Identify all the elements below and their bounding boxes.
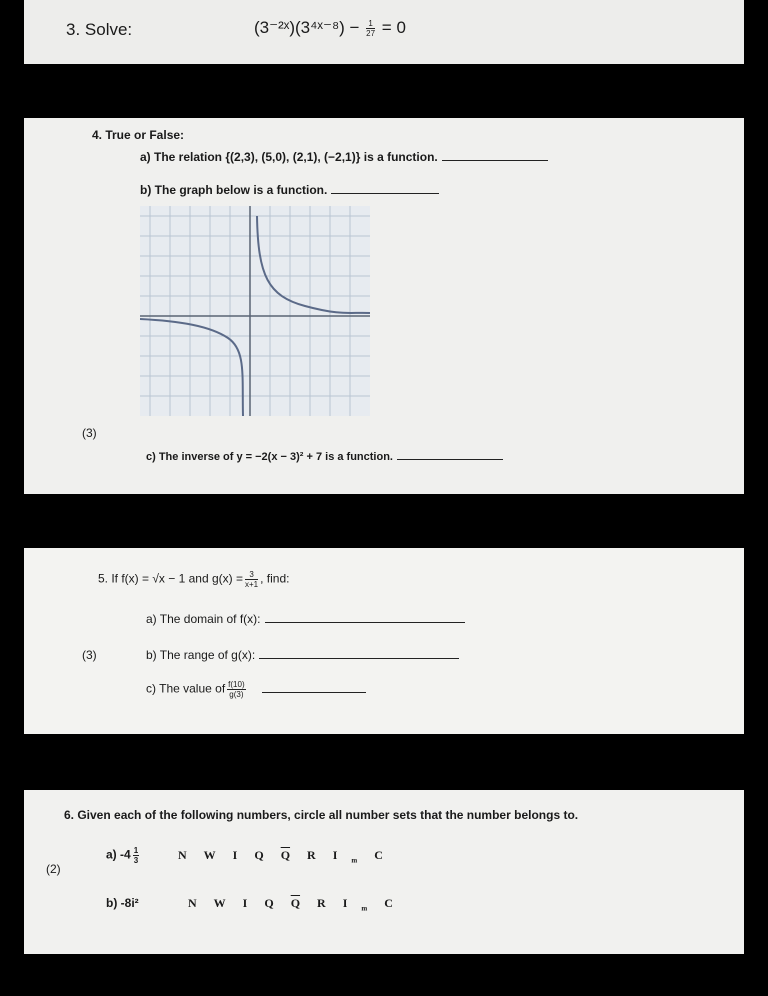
q4-part-c xyxy=(146,451,503,463)
q5-part-b xyxy=(146,648,459,662)
q4-hyperbola-graph xyxy=(140,206,370,416)
set-option-im-sub: m xyxy=(361,904,368,913)
q4-part-b xyxy=(140,183,439,197)
q4-marks: (3) xyxy=(82,426,97,440)
q3-equation xyxy=(254,18,406,38)
set-option[interactable]: Q xyxy=(254,848,264,862)
q4-answer-blank-b[interactable] xyxy=(331,192,439,194)
question-3-panel xyxy=(24,0,744,64)
question-6-panel xyxy=(24,790,744,954)
q5-answer-blank-b[interactable] xyxy=(259,657,459,659)
set-option[interactable]: Q xyxy=(264,896,274,910)
q6-item-a-label: a) -4 xyxy=(106,847,131,862)
q6-item-b: b) -8i² xyxy=(106,896,139,910)
q6-marks: (2) xyxy=(46,862,61,876)
q5-marks: (3) xyxy=(82,648,97,662)
q6-title-bold: all xyxy=(325,808,346,822)
q6-item-a-den: 3 xyxy=(133,856,139,865)
q6-item-a-fraction xyxy=(133,846,139,865)
set-option[interactable]: C xyxy=(374,848,383,862)
set-option[interactable]: $\overline{Q}$ xyxy=(280,848,291,862)
set-option[interactable]: N xyxy=(188,896,197,910)
set-option[interactable]: W xyxy=(213,896,226,910)
set-option-im-letter: I xyxy=(342,896,348,910)
q4-part-a-text: a) The relation {(2,3), (5,0), (2,1), (−2,1)} is a function. xyxy=(140,150,438,164)
q6-sets-row-b xyxy=(188,896,407,912)
set-option[interactable]: $\overline{Q}$ xyxy=(290,896,301,910)
q5-g-den: x+1 xyxy=(244,580,259,589)
q5-part-a-text: a) The domain of f(x): xyxy=(146,612,261,626)
q5-g-fraction xyxy=(245,570,258,589)
q5-part-a xyxy=(146,612,465,626)
q4-part-a xyxy=(140,150,548,164)
q4-title: 4. True or False: xyxy=(92,128,185,142)
q5-c-fraction xyxy=(227,680,245,699)
q5-c-num: f(10) xyxy=(228,680,245,689)
q5-c-den: g(3) xyxy=(229,690,244,699)
q5-intro-suffix: , find: xyxy=(260,571,290,586)
set-option[interactable]: R xyxy=(307,848,316,862)
q3-equation-end: = 0 xyxy=(377,18,406,37)
q5-g-num: 3 xyxy=(245,570,258,580)
q5-part-b-text: b) The range of g(x): xyxy=(146,648,256,662)
set-option[interactable]: I xyxy=(232,848,238,862)
q6-title-prefix: 6. Given each of the following numbers, circle xyxy=(64,808,326,822)
q3-frac-num: 1 xyxy=(366,19,375,29)
q3-equation-main: (3⁻²ˣ)(3⁴ˣ⁻⁸) − xyxy=(254,18,365,37)
set-option-im[interactable] xyxy=(343,896,368,912)
q6-item-a-num: 1 xyxy=(133,846,139,855)
q5-answer-blank-a[interactable] xyxy=(265,621,465,623)
q4-answer-blank-a[interactable] xyxy=(442,159,548,161)
q3-fraction xyxy=(366,19,375,38)
set-option[interactable]: I xyxy=(242,896,248,910)
q4-part-c-text: c) The inverse of y = −2(x − 3)² + 7 is a function. xyxy=(146,451,393,463)
q5-intro xyxy=(98,570,289,589)
q6-title-suffix: number sets that the number belongs to. xyxy=(345,808,579,822)
q3-label: 3. Solve: xyxy=(66,20,133,39)
set-option-im-sub: m xyxy=(351,856,358,865)
q5-part-c-text: c) The value of xyxy=(146,681,226,696)
q6-title xyxy=(64,808,578,822)
question-4-panel xyxy=(24,118,744,494)
set-option[interactable]: N xyxy=(178,848,187,862)
set-option-im-letter: I xyxy=(332,848,338,862)
set-option-im[interactable] xyxy=(333,848,358,864)
q6-sets-row-a xyxy=(178,848,397,864)
set-option[interactable]: C xyxy=(384,896,393,910)
set-option[interactable]: W xyxy=(203,848,216,862)
q4-part-b-text: b) The graph below is a function. xyxy=(140,183,328,197)
set-option[interactable]: R xyxy=(317,896,326,910)
q3-frac-den: 27 xyxy=(366,29,376,39)
q5-part-c xyxy=(146,680,366,699)
q4-answer-blank-c[interactable] xyxy=(397,458,503,460)
question-5-panel xyxy=(24,548,744,734)
q5-intro-text: 5. If f(x) = √x − 1 and g(x) = xyxy=(98,571,243,586)
q5-answer-blank-c[interactable] xyxy=(262,691,366,693)
q6-item-a xyxy=(106,846,141,865)
